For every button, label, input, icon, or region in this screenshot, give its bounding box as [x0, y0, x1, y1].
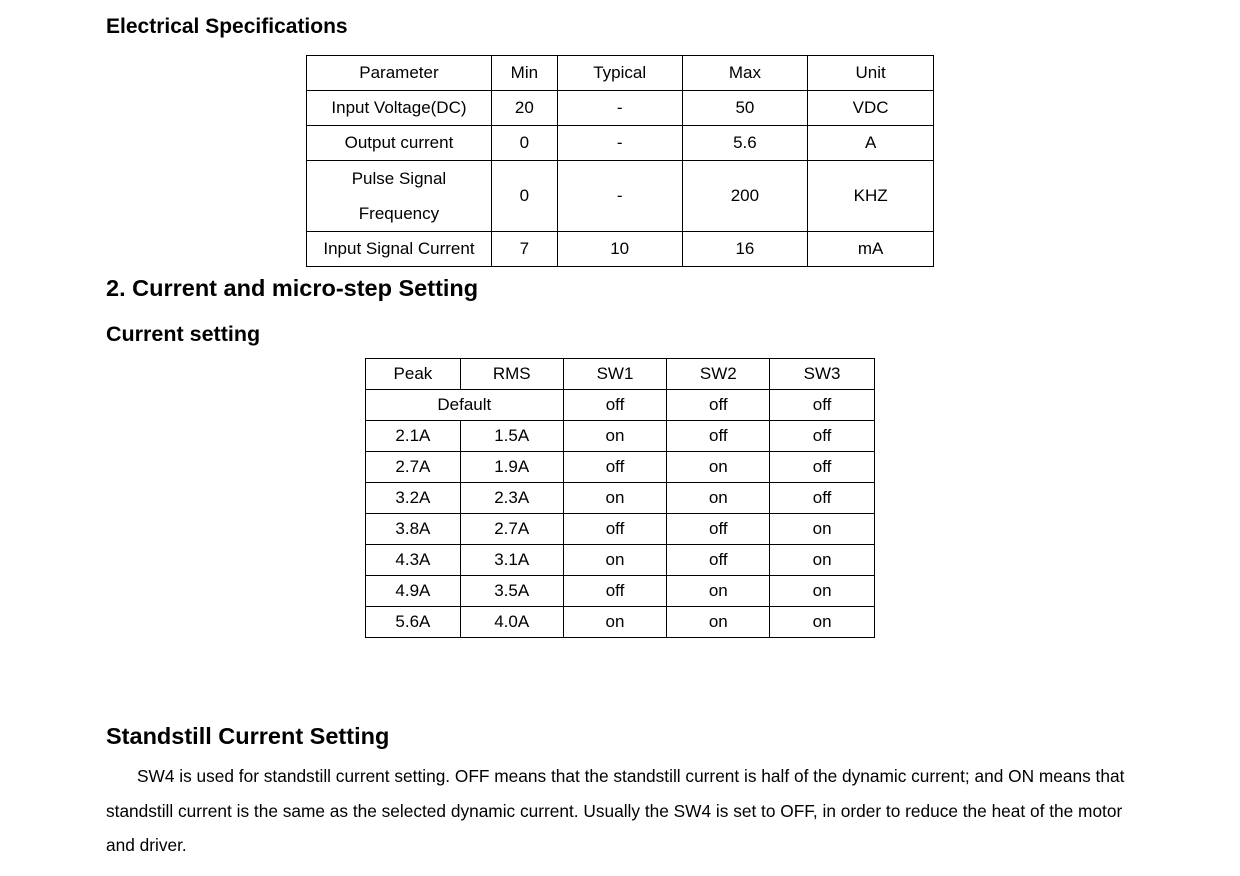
- table-cell: on: [563, 545, 667, 576]
- table-cell: Output current: [307, 126, 492, 161]
- header-cell: RMS: [460, 359, 563, 390]
- header-cell: Peak: [366, 359, 461, 390]
- table-cell: 50: [682, 91, 808, 126]
- table-cell: 2.7A: [460, 514, 563, 545]
- table-cell: off: [770, 421, 875, 452]
- table-cell: 0: [491, 126, 557, 161]
- header-cell: Min: [491, 56, 557, 91]
- table-cell: 3.2A: [366, 483, 461, 514]
- table-cell: 3.5A: [460, 576, 563, 607]
- table-cell: on: [563, 483, 667, 514]
- table-cell: off: [563, 452, 667, 483]
- table-header-row: [307, 56, 934, 91]
- table-cell: 3.8A: [366, 514, 461, 545]
- table-cell: 0: [491, 161, 557, 232]
- table-cell: 200: [682, 161, 808, 232]
- table-cell: on: [667, 452, 770, 483]
- table-row: [366, 607, 875, 638]
- electrical-specifications-heading: Electrical Specifications: [106, 15, 348, 38]
- table-cell: on: [770, 607, 875, 638]
- table-row-default: [366, 390, 875, 421]
- table-cell: 4.9A: [366, 576, 461, 607]
- header-cell: SW1: [563, 359, 667, 390]
- table-cell: 20: [491, 91, 557, 126]
- table-row: [366, 452, 875, 483]
- header-cell: Max: [682, 56, 808, 91]
- table-cell: 3.1A: [460, 545, 563, 576]
- current-micro-step-heading: 2. Current and micro-step Setting: [106, 275, 479, 301]
- table-cell: off: [770, 452, 875, 483]
- table-cell: Pulse Signal Frequency: [307, 161, 492, 232]
- header-cell: Parameter: [307, 56, 492, 91]
- table-cell: KHZ: [808, 161, 934, 232]
- table-cell: 2.7A: [366, 452, 461, 483]
- table-row: [366, 576, 875, 607]
- table-cell: 4.3A: [366, 545, 461, 576]
- table-cell: A: [808, 126, 934, 161]
- table-cell: VDC: [808, 91, 934, 126]
- table-cell: off: [667, 514, 770, 545]
- table-cell: 7: [491, 232, 557, 267]
- table-cell: 10: [557, 232, 682, 267]
- table-row: [366, 545, 875, 576]
- table-header-row: [366, 359, 875, 390]
- current-setting-heading: Current setting: [106, 322, 261, 346]
- table-cell: 2.3A: [460, 483, 563, 514]
- table-row: [366, 421, 875, 452]
- table-cell: Input Voltage(DC): [307, 91, 492, 126]
- table-cell: 5.6A: [366, 607, 461, 638]
- table-cell: 2.1A: [366, 421, 461, 452]
- table-cell: on: [770, 514, 875, 545]
- table-row: [307, 126, 934, 161]
- standstill-paragraph: SW4 is used for standstill current setting. OFF means that the standstill current is half of the dynamic current; and ON means that standstill current is the same as the selected dynamic current. Usually the SW4 is set to OFF, in order to reduce the heat of the motor and driver.: [106, 766, 1125, 855]
- table-row: [307, 232, 934, 267]
- table-cell: on: [563, 421, 667, 452]
- table-cell: off: [770, 483, 875, 514]
- electrical-specifications-table: [306, 55, 934, 267]
- table-cell: Input Signal Current: [307, 232, 492, 267]
- table-cell: 1.5A: [460, 421, 563, 452]
- table-cell: off: [563, 576, 667, 607]
- current-setting-table: [365, 358, 875, 638]
- header-cell: Unit: [808, 56, 934, 91]
- table-cell: on: [667, 483, 770, 514]
- table-cell: -: [557, 91, 682, 126]
- table-cell: off: [563, 390, 667, 421]
- table-cell: off: [667, 545, 770, 576]
- table-row: [366, 514, 875, 545]
- table-cell: off: [563, 514, 667, 545]
- header-cell: SW3: [770, 359, 875, 390]
- table-cell: mA: [808, 232, 934, 267]
- table-cell: 4.0A: [460, 607, 563, 638]
- table-cell: 1.9A: [460, 452, 563, 483]
- table-cell: on: [563, 607, 667, 638]
- table-cell: off: [667, 421, 770, 452]
- table-cell: on: [770, 545, 875, 576]
- table-cell: -: [557, 161, 682, 232]
- table-cell: off: [770, 390, 875, 421]
- header-cell: Typical: [557, 56, 682, 91]
- table-cell: on: [770, 576, 875, 607]
- table-cell: Default: [366, 390, 564, 421]
- standstill-current-heading: Standstill Current Setting: [106, 723, 390, 749]
- table-cell: on: [667, 576, 770, 607]
- table-cell: 5.6: [682, 126, 808, 161]
- table-cell: 16: [682, 232, 808, 267]
- table-cell: on: [667, 607, 770, 638]
- table-cell: off: [667, 390, 770, 421]
- table-row: [366, 483, 875, 514]
- table-row: [307, 161, 934, 232]
- table-row: [307, 91, 934, 126]
- header-cell: SW2: [667, 359, 770, 390]
- table-cell: -: [557, 126, 682, 161]
